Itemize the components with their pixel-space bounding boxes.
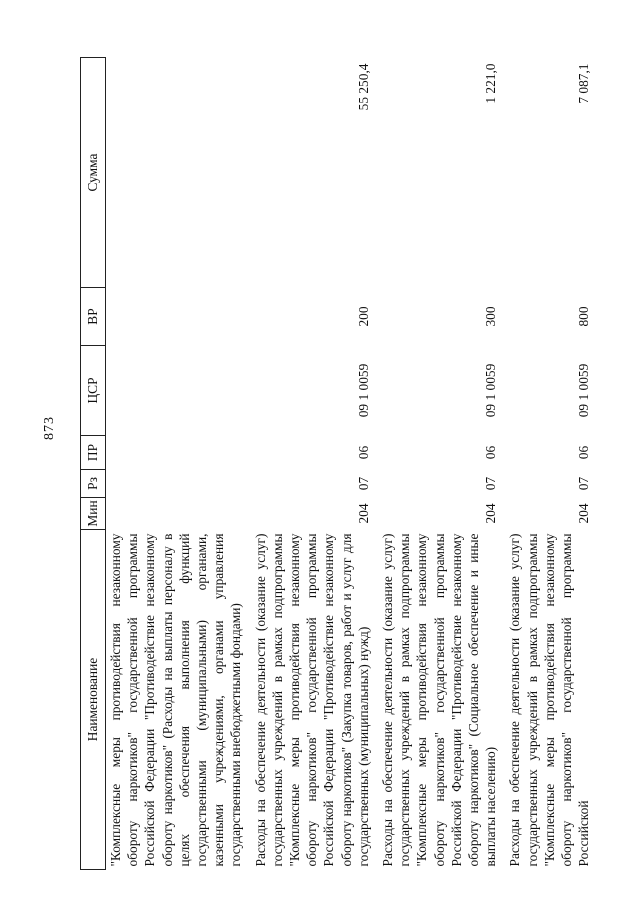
header-vr: ВР — [81, 288, 106, 346]
header-rz: Рз — [81, 470, 106, 498]
row-pr — [106, 436, 251, 470]
row-csr — [106, 346, 251, 436]
row-rz: 07 — [355, 476, 371, 491]
header-pr: ПР — [81, 436, 106, 470]
table-row — [251, 58, 378, 870]
table-row — [378, 58, 505, 870]
row-min: 204 — [483, 503, 499, 524]
row-vr: 800 — [576, 306, 592, 327]
row-rz: 07 — [576, 476, 592, 491]
row-rz — [106, 470, 251, 498]
page-number: 873 — [42, 416, 57, 440]
row-name: Расходы на обеспечение деятельности (оказание услуг) государственных учреждений в рамках подпрограммы "Комплексные меры противодействия незаконному обороту наркотиков" государственной программы Российской Федерации "Противодействие незаконному обороту наркотиков" (Закупка товаров, работ и услуг для государственных (муниципальных) нужд) — [252, 533, 371, 867]
row-csr: 09 1 0059 — [576, 363, 592, 418]
row-min: 204 — [576, 503, 592, 524]
row-name: Расходы на обеспечение деятельности (оказание услуг) государственных учреждений в рамках подпрограммы "Комплексные меры противодействия незаконному обороту наркотиков" государственной программы Российской — [507, 533, 592, 867]
row-csr: 09 1 0059 — [483, 363, 499, 418]
row-pr: 06 — [483, 445, 499, 460]
header-min: Мин — [81, 498, 106, 530]
header-sum: Сумма — [81, 58, 106, 288]
rotated-page-content — [80, 58, 608, 870]
row-rz: 07 — [483, 476, 499, 491]
row-csr: 09 1 0059 — [355, 363, 371, 418]
table-row — [505, 58, 592, 870]
budget-table — [80, 57, 592, 870]
row-vr — [106, 288, 251, 346]
row-pr: 06 — [355, 445, 371, 460]
row-min — [106, 498, 251, 530]
table-header-row — [81, 58, 106, 870]
row-pr: 06 — [576, 445, 592, 460]
row-sum: 55 250,4 — [355, 63, 371, 111]
row-vr: 200 — [355, 306, 371, 327]
row-min: 204 — [355, 503, 371, 524]
row-sum — [106, 58, 251, 288]
table-row — [106, 58, 251, 870]
row-sum: 7 087,1 — [576, 63, 592, 104]
header-name: Наименование — [81, 530, 106, 870]
row-sum: 1 221,0 — [483, 63, 499, 104]
row-vr: 300 — [483, 306, 499, 327]
row-name: Расходы на обеспечение деятельности (оказание услуг) государственных учреждений в рамках подпрограммы "Комплексные меры противодействия незаконному обороту наркотиков" государственной программы Российской Федерации "Противодействие незаконному обороту наркотиков" (Социальное обеспечение и иные выплаты населению) — [380, 533, 499, 867]
row-name: "Комплексные меры противодействия незаконному обороту наркотиков" государственной программы Российской Федерации "Противодействие незаконному обороту наркотиков" (Расходы на выплаты персоналу в целях обеспечения выполнения функций государственными (муниципальными) органами, казенными учреждениями, органами управления государственными внебюджетными фондами) — [108, 533, 244, 867]
header-csr: ЦСР — [81, 346, 106, 436]
